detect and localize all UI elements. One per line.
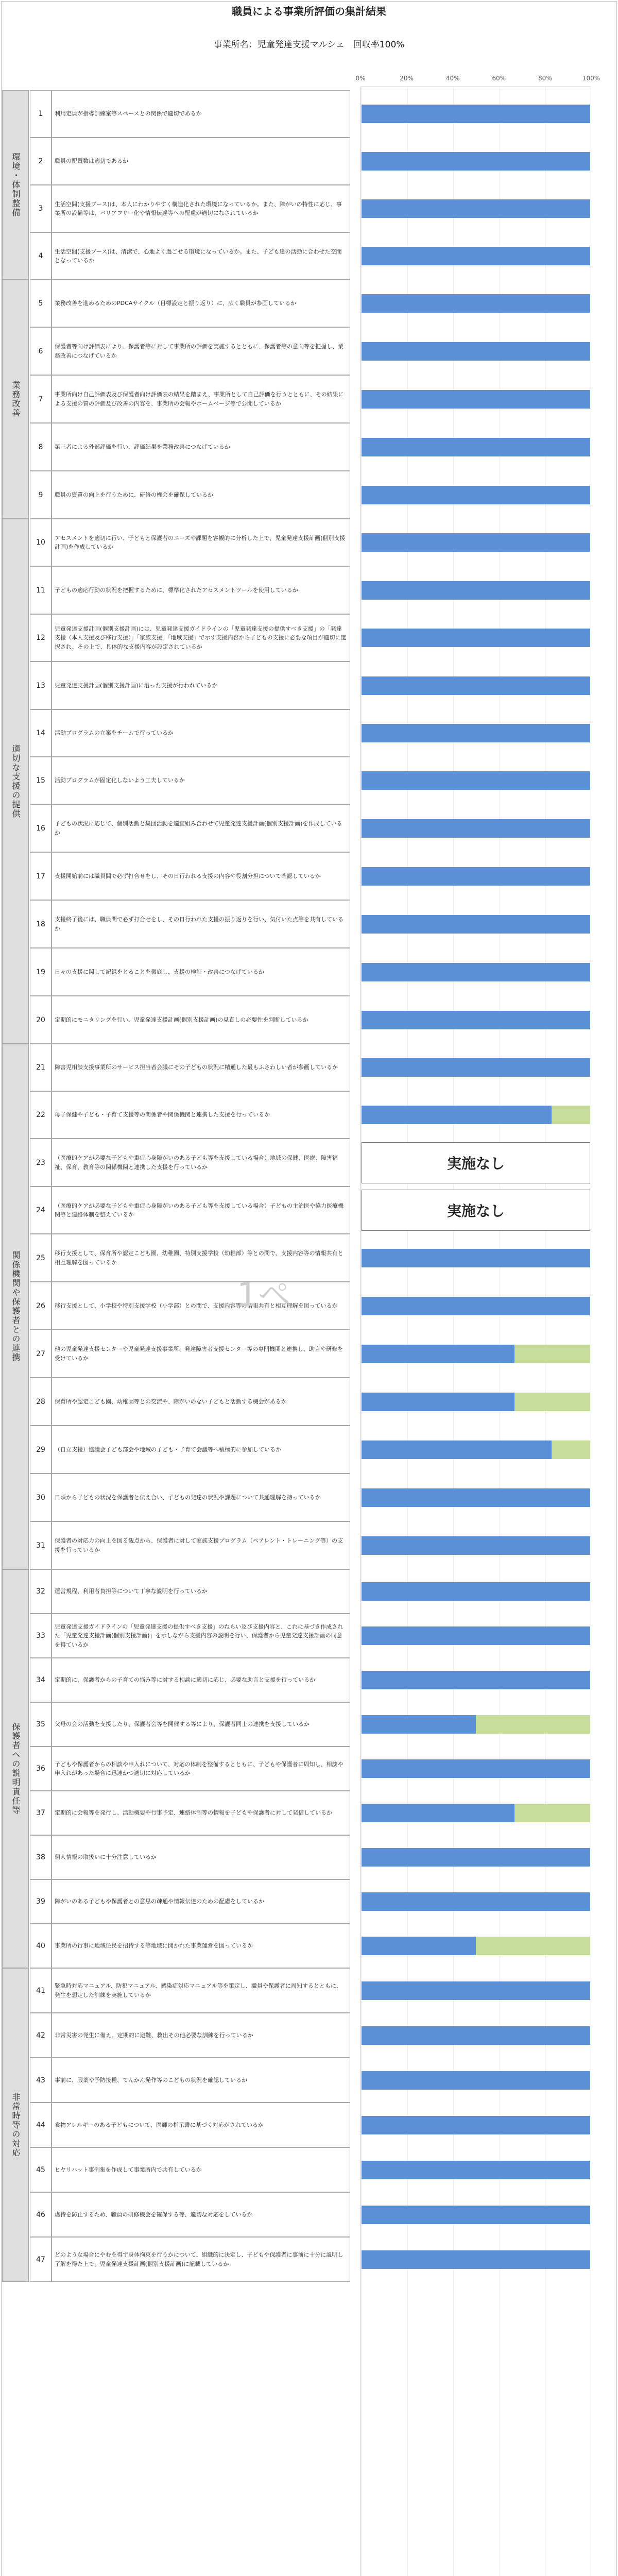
bar-row (362, 152, 590, 171)
page-subtitle: 事業所名：児童発達支援マルシェ 回収率100% (213, 40, 405, 50)
bar-yes (362, 438, 590, 456)
question-text (52, 1330, 350, 1378)
chart-area (360, 87, 591, 2576)
x-tick-label: 40% (445, 75, 460, 82)
question-number: 26 (30, 1282, 52, 1330)
bar-yes (362, 2116, 590, 2134)
question-text (52, 1968, 350, 2013)
question-text-label: ヒヤリハット事例集を作成して事業所内で共有しているか (55, 2166, 202, 2173)
bar-row (362, 2206, 590, 2224)
bar-row (362, 2161, 590, 2179)
page-title: 職員による事業所評価の集計結果 (232, 5, 386, 18)
question-text (52, 375, 350, 423)
bar-row (362, 1536, 590, 1555)
bar-yes (362, 1488, 590, 1507)
question-text-label: 移行支援として、小学校や特別支援学校（小学部）との間で、支援内容等の情報共有と相互理解を図っているか (55, 1302, 338, 1309)
question-text-label: 利用定員が指導訓練室等スペースとの関係で適切であるか (55, 110, 202, 117)
bar-yes (362, 771, 590, 790)
question-text-label: 支援終了後には、職員間で必ず打合せをし、その日行われた支援の振り返りを行い、気付いた点等を共有しているか (55, 916, 344, 932)
question-text-label: 定期的に、保護者からの子育ての悩み等に対する相談に適切に応じ、必要な助言と支援を行っているか (55, 1676, 315, 1684)
question-text-label: 活動プログラムの立案をチームで行っているか (55, 730, 174, 737)
question-text-label: 運営規程、利用者負担等について丁寧な説明を行っているか (55, 1588, 208, 1595)
bar-yes (362, 1011, 590, 1029)
question-text-label: 生活空間(支援ブース)は、本人にわかりやすく構造化された環境になっているか。また、障がいの特性に応じ、事業所の設備等は、バリアフリー化や情報伝達等への配慮が適切になされているか (55, 200, 342, 216)
bar-row (362, 1626, 590, 1645)
bar-row (362, 1440, 590, 1459)
question-number: 22 (30, 1091, 52, 1139)
question-number: 15 (30, 757, 52, 804)
question-text (52, 900, 350, 948)
bar-yes (362, 1582, 590, 1601)
question-number: 20 (30, 996, 52, 1044)
page-watermark: 1ペ (237, 1276, 291, 1314)
question-number: 31 (30, 1521, 52, 1569)
question-text (52, 1569, 350, 1614)
question-text (52, 2237, 350, 2282)
bar-yes (362, 1393, 514, 1411)
bar-row (362, 1582, 590, 1601)
question-text-label: 食物アレルギーのある子どもについて、医師の指示書に基づく対応がされているか (55, 2121, 264, 2128)
section-label: 業務改善 (2, 280, 29, 519)
bar-no (514, 1345, 590, 1363)
bar-row (362, 1981, 590, 2000)
question-text (52, 566, 350, 614)
bar-row (362, 1804, 590, 1822)
question-number: 9 (30, 471, 52, 519)
question-number: 24 (30, 1187, 52, 1234)
not-applicable-label: 実施なし (362, 1190, 590, 1231)
bar-yes (362, 1345, 514, 1363)
bar-row (362, 1345, 590, 1363)
bar-row (362, 247, 590, 265)
question-text-label: どのような場合にやむを得ず身体拘束を行うかについて、組織的に決定し、子どもや保護者に事前に十分に説明し了解を得た上で、児童発達支援計画(個別支援計画)に記載しているか (55, 2251, 344, 2267)
question-number: 11 (30, 566, 52, 614)
bar-row (362, 867, 590, 886)
question-text-label: 父母の会の活動を支援したり、保護者会等を開催する等により、保護者同士の連携を支援しているか (55, 1721, 310, 1728)
question-text (52, 2013, 350, 2058)
question-number: 34 (30, 1658, 52, 1702)
question-number: 21 (30, 1044, 52, 1091)
bar-yes (362, 152, 590, 171)
question-text (52, 1658, 350, 1702)
not-applicable-label: 実施なし (362, 1142, 590, 1183)
bar-yes (362, 486, 590, 504)
bar-row (362, 2250, 590, 2269)
question-text (52, 1234, 350, 1282)
gridline (545, 87, 546, 2576)
x-tick-label: 20% (400, 75, 414, 82)
bar-yes (362, 1759, 590, 1778)
question-text-label: 障がいのある子どもや保護者との意思の疎通や情報伝達のための配慮をしているか (55, 1898, 264, 1905)
bar-yes (362, 342, 590, 361)
question-text-label: 活動プログラムが固定化しないよう工夫しているか (55, 777, 185, 784)
question-number: 12 (30, 614, 52, 662)
bar-yes (362, 1892, 590, 1911)
bar-yes (362, 1058, 590, 1077)
question-text-label: （医療的ケアが必要な子どもや重症心身障がいのある子ども等を支援している場合）子どもの主治医や協力医療機関等と連絡体制を整えているか (55, 1202, 344, 1218)
bar-row (362, 915, 590, 934)
x-tick-label: 60% (492, 75, 506, 82)
bar-row (362, 724, 590, 742)
bar-yes (362, 2026, 590, 2045)
bar-no (552, 1106, 590, 1124)
bar-yes (362, 533, 590, 552)
bar-yes (362, 1297, 590, 1315)
question-text (52, 1187, 350, 1234)
question-number: 42 (30, 2013, 52, 2058)
question-text-label: 業務改善を進めるためのPDCAサイクル（目標設定と振り返り）に、広く職員が参画しているか (55, 300, 296, 307)
question-text (52, 2103, 350, 2147)
bar-row (362, 1011, 590, 1029)
question-text (52, 1282, 350, 1330)
question-text-label: 職員の資質の向上を行うために、研修の機会を確保しているか (55, 491, 213, 498)
bar-yes (362, 294, 590, 313)
question-text (52, 1139, 350, 1187)
x-tick-label: 80% (538, 75, 552, 82)
bar-row (362, 1106, 590, 1124)
question-number: 44 (30, 2103, 52, 2147)
question-text-label: 定期的に会報等を発行し、活動概要や行事予定、連絡体制等の情報を子どもや保護者に対して発信しているか (55, 1809, 332, 1817)
question-text (52, 1791, 350, 1835)
question-text (52, 662, 350, 709)
question-text-label: 児童発達支援計画(個別支援計画)に沿った支援が行われているか (55, 682, 218, 689)
question-text (52, 614, 350, 662)
question-number: 27 (30, 1330, 52, 1378)
question-text (52, 185, 350, 232)
bar-yes (362, 1848, 590, 1867)
bar-yes (362, 1536, 590, 1555)
question-text-label: 保護者の対応力の向上を図る観点から、保護者に対して家族支援プログラム（ペアレント・トレーニング等）の支援を行っているか (55, 1537, 343, 1553)
question-text (52, 1614, 350, 1658)
bar-row (362, 2116, 590, 2134)
bar-yes (362, 1106, 552, 1124)
question-text-label: 事業所の行事に地域住民を招待する等地域に開かれた事業運営を図っているか (55, 1942, 253, 1950)
bar-yes (362, 1440, 552, 1459)
bar-row (362, 342, 590, 361)
question-number: 6 (30, 327, 52, 375)
bar-row (362, 1393, 590, 1411)
bar-yes (362, 724, 590, 742)
bar-yes (362, 1715, 476, 1734)
question-text-label: 日頃から子どもの状況を保護者と伝え合い、子どもの発達の状況や課題について共通理解を持っているか (55, 1494, 321, 1501)
bar-yes (362, 1981, 590, 2000)
question-text-label: 個人情報の取扱いに十分注意しているか (55, 1854, 157, 1861)
bar-row (362, 2026, 590, 2045)
bar-row (362, 1759, 590, 1778)
section-label: 適切な支援の提供 (2, 519, 29, 1044)
question-text-label: 他の児童発達支援センターや児童発達支援事業所、発達障害者支援センター等の専門機関と連携し、助言や研修を受けているか (55, 1346, 344, 1362)
question-number: 3 (30, 185, 52, 232)
question-number: 47 (30, 2237, 52, 2282)
question-text (52, 232, 350, 280)
question-number: 45 (30, 2147, 52, 2192)
bar-yes (362, 2250, 590, 2269)
question-text-label: 保護者等向け評価表により、保護者等に対して事業所の評価を実施するとともに、保護者等の意向等を把握し、業務改善につなげているか (55, 343, 344, 359)
question-text-label: 子どもの状況に応じて、個別活動と集団活動を適宜組み合わせて児童発達支援計画(個別支援計画)を作成しているか (55, 820, 342, 836)
bar-yes (362, 2071, 590, 2090)
question-text (52, 996, 350, 1044)
question-text-label: 事業所向け自己評価表及び保護者向け評価表の結果を踏まえ、事業所として自己評価を行うとともに、その結果による支援の質の評価及び改善の内容を、事業所の会報やホームページ等で公開しているか (55, 391, 344, 407)
question-text (52, 519, 350, 566)
question-number: 39 (30, 1879, 52, 1924)
bar-no (514, 1804, 590, 1822)
question-text (52, 804, 350, 852)
question-text (52, 948, 350, 996)
question-number: 32 (30, 1569, 52, 1614)
question-text (52, 1091, 350, 1139)
question-text-label: 母子保健や子ども・子育て支援等の関係者や関係機関と連携した支援を行っているか (55, 1111, 270, 1118)
question-number: 1 (30, 90, 52, 138)
bar-row (362, 771, 590, 790)
bar-row (362, 294, 590, 313)
question-text (52, 1879, 350, 1924)
question-text-label: 移行支援として、保育所や認定こども園、幼稚園、特別支援学校（幼稚部）等との間で、支援内容等の情報共有と相互理解を図っているか (55, 1250, 344, 1266)
question-text-label: 障害児相談支援事業所のサービス担当者会議にその子どもの状況に精通した最もふさわしい者が参画しているか (55, 1064, 338, 1071)
bar-row (362, 199, 590, 218)
bar-row (362, 390, 590, 409)
question-text-label: 保育所や認定こども園、幼稚園等との交流や、障がいのない子どもと活動する機会があるか (55, 1398, 287, 1405)
question-number: 18 (30, 900, 52, 948)
question-number: 23 (30, 1139, 52, 1187)
question-text-label: （医療的ケアが必要な子どもや重症心身障がいのある子ども等を支援している場合）地域の保健、医療、障害福祉、保育、教育等の関係機関と連携した支援を行っているか (55, 1155, 338, 1171)
bar-row (362, 1058, 590, 1077)
question-number: 4 (30, 232, 52, 280)
question-text-label: 定期的にモニタリングを行い、児童発達支援計画(個別支援計画)の見直しの必要性を判断しているか (55, 1016, 308, 1023)
x-axis (355, 75, 600, 85)
question-text-label: 第三者による外部評価を行い、評価結果を業務改善につなげているか (55, 443, 230, 450)
bar-yes (362, 629, 590, 647)
x-tick-label: 100% (582, 75, 600, 82)
bar-yes (362, 867, 590, 886)
section-label: 環境・体制整備 (2, 90, 29, 280)
question-text-label: 虐待を防止するため、職員の研修機会を確保する等、適切な対応をしているか (55, 2211, 253, 2218)
question-text (52, 2192, 350, 2237)
question-number: 10 (30, 519, 52, 566)
question-text (52, 1521, 350, 1569)
question-number: 2 (30, 138, 52, 185)
question-number: 43 (30, 2058, 52, 2103)
question-number: 46 (30, 2192, 52, 2237)
bar-row (362, 676, 590, 695)
question-text-label: 支援開始前には職員間で必ず打合せをし、その日行われる支援の内容や役割分担について確認しているか (55, 872, 321, 879)
bar-yes (362, 199, 590, 218)
section-label: 保護者への説明責任等 (2, 1569, 29, 1968)
question-number: 5 (30, 280, 52, 327)
question-number: 41 (30, 1968, 52, 2013)
question-text (52, 280, 350, 327)
question-text-label: 日々の支援に関して記録をとることを徹底し、支援の検証・改善につなげているか (55, 968, 264, 975)
question-number: 33 (30, 1614, 52, 1658)
bar-yes (362, 1804, 514, 1822)
question-number: 13 (30, 662, 52, 709)
question-text-label: （自立支援）協議会子ども部会や地域の子ども・子育て会議等へ積極的に参加しているか (55, 1446, 281, 1453)
question-text-label: 生活空間(支援ブース)は、清潔で、心地よく過ごせる環境になっているか。また、子ども達の活動に合わせた空間となっているか (55, 248, 342, 264)
bar-row (362, 1671, 590, 1689)
bar-row (362, 1848, 590, 1867)
bar-no (476, 1937, 590, 1955)
question-text-label: 子どもや保護者からの相談や申入れについて、対応の体制を整備するとともに、子どもや保護者に周知し、相談や申入れがあった場合に迅速かつ適切に対応しているか (55, 1760, 344, 1776)
question-number: 8 (30, 423, 52, 471)
question-text (52, 423, 350, 471)
bar-yes (362, 1937, 476, 1955)
question-text (52, 2147, 350, 2192)
question-text-label: 子どもの適応行動の状況を把握するために、標準化されたアセスメントツールを使用しているか (55, 586, 298, 594)
question-text-label: 職員の配置数は適切であるか (55, 158, 128, 165)
question-number: 37 (30, 1791, 52, 1835)
question-text (52, 1747, 350, 1791)
question-number: 36 (30, 1747, 52, 1791)
question-text (52, 471, 350, 519)
question-number: 35 (30, 1702, 52, 1747)
question-text (52, 1473, 350, 1521)
bar-row (362, 581, 590, 600)
bar-row (362, 1715, 590, 1734)
question-number: 17 (30, 852, 52, 900)
question-text (52, 1924, 350, 1968)
bar-yes (362, 2161, 590, 2179)
bar-yes (362, 915, 590, 934)
question-text-label: 児童発達支援ガイドラインの「児童発達支援の提供すべき支援」のねらい及び支援内容と、これに基づき作成された「児童発達支援計画(個別支援計画)」を示しながら支援内容の説明を行い、保護者から児童発達支援計画の同意を得ているか (55, 1623, 344, 1648)
bar-yes (362, 390, 590, 409)
question-text (52, 709, 350, 757)
section-label: 関係機関や保護者との連携 (2, 1044, 29, 1569)
question-text (52, 2058, 350, 2103)
bar-row (362, 438, 590, 456)
x-tick-label: 0% (355, 75, 366, 82)
gridline (407, 87, 408, 2576)
bar-row (362, 1892, 590, 1911)
bar-yes (362, 963, 590, 981)
section-label: 非常時等の対応 (2, 1968, 29, 2282)
question-text (52, 1378, 350, 1426)
question-number: 16 (30, 804, 52, 852)
gridline (453, 87, 454, 2576)
question-text-label: 事前に、服薬や予防接種、てんかん発作等のこどもの状況を確認しているか (55, 2076, 247, 2083)
bar-row (362, 1297, 590, 1315)
question-number: 38 (30, 1835, 52, 1879)
question-text (52, 757, 350, 804)
question-number: 29 (30, 1426, 52, 1473)
question-text (52, 327, 350, 375)
bar-row (362, 629, 590, 647)
question-number: 40 (30, 1924, 52, 1968)
question-text-label: アセスメントを適切に行い、子どもと保護者のニーズや課題を客観的に分析した上で、児童発達支援計画(個別支援計画)を作成しているか (55, 534, 346, 550)
question-text-label: 緊急時対応マニュアル、防犯マニュアル、感染症対応マニュアル等を策定し、職員や保護者に周知するとともに、発生を想定した訓練を実施しているか (55, 1982, 342, 1998)
question-text (52, 1044, 350, 1091)
bar-row (362, 1488, 590, 1507)
bar-yes (362, 676, 590, 695)
bar-yes (362, 2206, 590, 2224)
bar-row (362, 2071, 590, 2090)
question-text-label: 児童発達支援計画(個別支援計画)には、児童発達支援ガイドラインの「児童発達支援の提供すべき支援」の「発達支援（本人支援及び移行支援）」「家族支援」「地域支援」で示す支援内容から子どもの支援に必要な項目が適切に選択され、その上で、具体的な支援内容が設定されているか (55, 625, 347, 650)
bar-row (362, 963, 590, 981)
question-text (52, 852, 350, 900)
bar-row (362, 486, 590, 504)
bar-row (362, 819, 590, 838)
question-text (52, 90, 350, 138)
bar-row (362, 105, 590, 123)
bar-row (362, 1249, 590, 1267)
bar-no (514, 1393, 590, 1411)
bar-row (362, 533, 590, 552)
question-number: 25 (30, 1234, 52, 1282)
bar-no (476, 1715, 590, 1734)
question-number: 19 (30, 948, 52, 996)
bar-yes (362, 105, 590, 123)
question-number: 7 (30, 375, 52, 423)
question-number: 14 (30, 709, 52, 757)
bar-yes (362, 1626, 590, 1645)
question-number: 30 (30, 1473, 52, 1521)
question-text (52, 1426, 350, 1473)
question-text (52, 1835, 350, 1879)
bar-yes (362, 1249, 590, 1267)
question-number: 28 (30, 1378, 52, 1426)
bar-row (362, 1937, 590, 1955)
bar-yes (362, 819, 590, 838)
bar-yes (362, 581, 590, 600)
bar-no (552, 1440, 590, 1459)
question-text (52, 138, 350, 185)
bar-yes (362, 1671, 590, 1689)
gridline (361, 87, 362, 2576)
question-text (52, 1702, 350, 1747)
question-text-label: 非常災害の発生に備え、定期的に避難、救出その他必要な訓練を行っているか (55, 2031, 253, 2039)
bar-yes (362, 247, 590, 265)
